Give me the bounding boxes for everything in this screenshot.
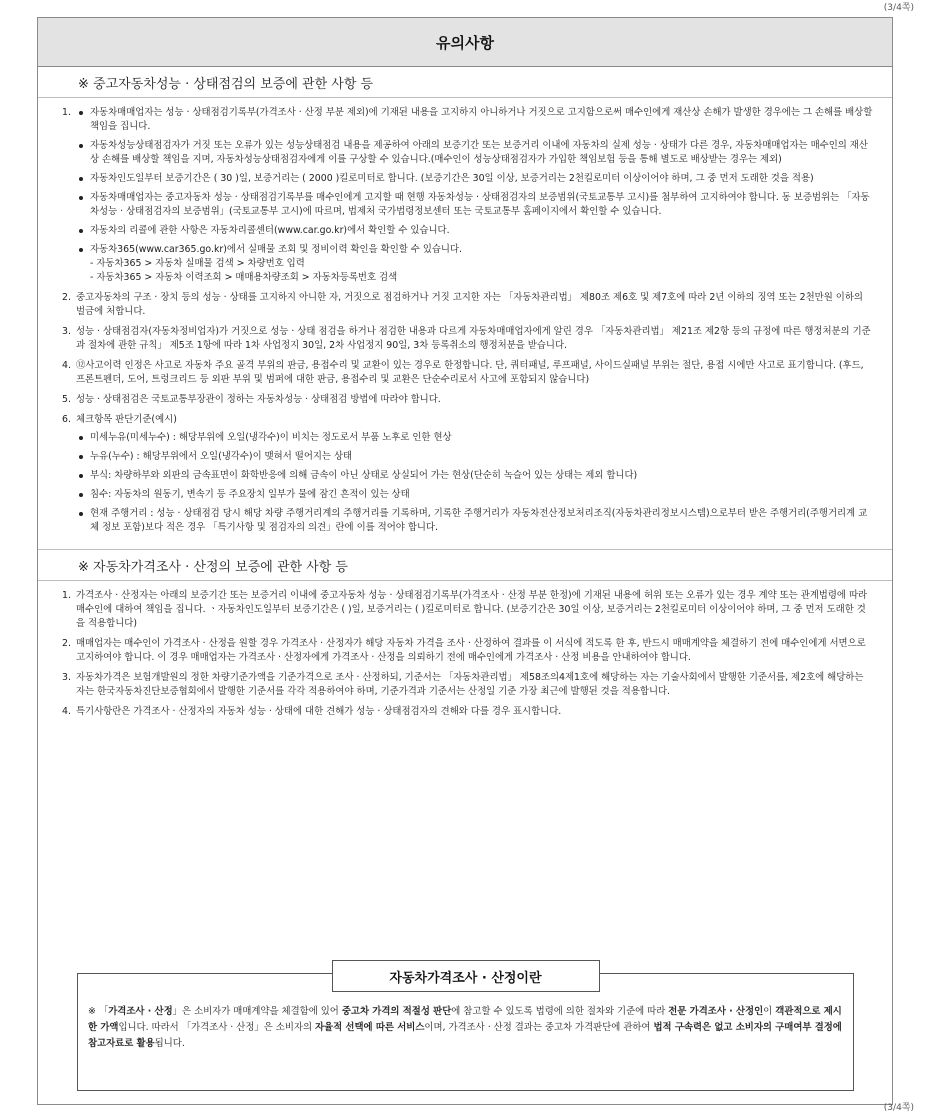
item-number: 5.: [62, 394, 71, 405]
definition-text: 에 참고할 수 있도록 법령에 의한 절차와 기준에 따라: [451, 1006, 669, 1017]
item-number: 1.: [62, 107, 71, 118]
definition-text: 입니다. 따라서 「가격조사 · 산정」은 소비자의: [118, 1022, 315, 1033]
item-number: 3.: [62, 672, 71, 683]
item-number: 3.: [62, 326, 71, 337]
section1-body: [38, 98, 892, 549]
bullet-item: 현재 주행거리 : 성능 · 상태점검 당시 해당 차량 주행거리계의 주행거리를 기록하며, 기록한 주행거리가 자동차전산정보처리조직(자동차관리정보시스템)으로부터 받은 주행거리(주행거리계 교체 정보 포함)보다 적은 경우 「특기사항 및 점검자의 의견」란에 이를 적어야 합니다.: [76, 507, 874, 535]
definition-text: 이: [763, 1006, 776, 1017]
section1-item-1: [62, 106, 874, 285]
definition-emphasis: 자율적 선택에 따른 서비스: [315, 1022, 425, 1033]
item-number: 4.: [62, 360, 71, 371]
bullet-item: 부식: 차량하부와 외판의 금속표면이 화학반응에 의해 금속이 아닌 상태로 상실되어 가는 현상(단순히 녹슬어 있는 상태는 제외 합니다): [76, 469, 874, 483]
definition-box-title: 자동차가격조사 · 산정이란: [332, 960, 600, 992]
item-number: 4.: [62, 706, 71, 717]
definition-emphasis: 가격조사 · 산정: [108, 1006, 173, 1017]
item-number: 2.: [62, 292, 71, 303]
definition-emphasis: 전문 가격조사 · 산정인: [668, 1006, 764, 1017]
definition-text: 」은 소비자가 매매계약을 체결함에 있어: [172, 1006, 342, 1017]
bullet-item: 자동차인도일부터 보증기간은 ( 30 )일, 보증거리는 ( 2000 )킬로미터로 합니다. (보증기간은 30일 이상, 보증거리는 2천킬로미터 이상이어야 하며, 그 중 먼저 도래한 것을 적용): [76, 172, 874, 186]
item-text: 중고자동차의 구조 · 장치 등의 성능 · 상태를 고지하지 아니한 자, 거짓으로 점검하거나 거짓 고지한 자는 「자동차관리법」 제80조 제6호 및 제7호에 따라 2년 이하의 징역 또는 2천만원 이하의 벌금에 처합니다.: [76, 292, 863, 317]
item-text: 특기사항란은 가격조사 · 산정자의 자동차 성능 · 상태에 대한 견해가 성능 · 상태점검자의 견해와 다를 경우 표시합니다.: [76, 706, 562, 717]
section2-item-2: [62, 637, 874, 665]
item-text: 성능 · 상태점검은 국토교통부장관이 정하는 자동차성능 · 상태점검 방법에 따라야 합니다.: [76, 394, 441, 405]
definition-emphasis: 중고차 가격의 적절성 판단: [341, 1006, 452, 1017]
definition-box: [77, 970, 854, 1091]
item-number: 6.: [62, 414, 71, 425]
section1-item-6: [62, 413, 874, 535]
item-text: 성능 · 상태점검자(자동차정비업자)가 거짓으로 성능 · 상태 점검을 하거나 점검한 내용과 다르게 자동차매매업자에게 알린 경우 「자동차관리법」 제21조 제2항 등의 규정에 따른 행정처분의 기준과 절차에 관한 규칙」 제5조 1항에 따라 1차 사업정지 30일, 2차 사업정지 90일, 3차 등록취소의 행정처분을 받습니다.: [76, 326, 871, 351]
sub-line: - 자동차365 > 자동차 이력조회 > 매매용차량조회 > 자동차등록번호 검색: [90, 272, 398, 283]
section1-item-6-bullets: [76, 431, 874, 535]
sub-line: - 자동차365 > 자동차 실매물 검색 > 차량번호 입력: [90, 258, 305, 269]
bullet-item: 미세누유(미세누수) : 해당부위에 오일(냉각수)이 비치는 정도로서 부품 노후로 인한 현상: [76, 431, 874, 445]
bullet-item: 자동차매매업자는 중고자동차 성능 · 상태점검기록부를 매수인에게 고지할 때 현행 자동차성능 · 상태점검자의 보증범위(국토교통부 고시)를 첨부하여 고지하여야 합니다. 동 보증범위는 「자동차성능 · 상태점검자의 보증범위」(국토교통부 고시)에 따르며, 법제처 국가법령정보센터 또는 국토교통부 홈페이지에서 확인할 수 있습니다.: [76, 191, 874, 219]
section1-heading: ※ 중고자동차성능 · 상태점검의 보증에 관한 사항 등: [38, 67, 892, 98]
bullet-text: 자동차365(www.car365.go.kr)에서 실매물 조회 및 정비이력 확인을 확인할 수 있습니다.: [90, 244, 463, 255]
page-number-bottom: (3/4쪽): [883, 1103, 914, 1113]
bullet-item: 자동차성능상태점검자가 거짓 또는 오류가 있는 성능상태점검 내용을 제공하여 아래의 보증기간 또는 보증거리 이내에 자동차의 실제 성능 · 상태가 다른 경우, 자동차매매업자는 매수인의 재산상 손해를 배상할 책임을 지며, 자동차성능상태점검자에게 이를 구상할 수 있습니다.(매수인이 성능상태점검자가 가입한 책임보험 등을 통해 별도로 배상받는 경우는 제외): [76, 139, 874, 167]
section2-item-3: [62, 671, 874, 699]
item-number: 1.: [62, 590, 71, 601]
item-number: 2.: [62, 638, 71, 649]
section2-item-1: [62, 589, 874, 631]
section1-item-5: [62, 393, 874, 407]
section2-heading: ※ 자동차가격조사 · 산정의 보증에 관한 사항 등: [38, 549, 892, 581]
definition-text: 이며, 가격조사 · 산정 결과는 중고차 가격판단에 관하여: [424, 1022, 654, 1033]
page-number-top: (3/4쪽): [883, 3, 914, 13]
notice-frame: [37, 17, 893, 1105]
bullet-item: 누유(누수) : 해당부위에서 오일(냉각수)이 맺혀서 떨어지는 상태: [76, 450, 874, 464]
item-text: 자동차가격은 보험개발원의 정한 차량기준가액을 기준가격으로 조사 · 산정하되, 기준서는 「자동차관리법」 제58조의4제1호에 해당하는 자는 기술사회에서 발행한 기준서를, 제2호에 해당하는 자는 한국자동차진단보증협회에서 발행한 기준서를 각각 적용하여야 하며, 기준가격과 기준서는 산정일 기준 가장 최근에 발행된 것을 적용합니다.: [76, 672, 864, 697]
section2-body: [38, 581, 892, 731]
bullet-item: 자동차의 리콜에 관한 사항은 자동차리콜센터(www.car.go.kr)에서 확인할 수 있습니다.: [76, 224, 874, 238]
definition-text: ※ 「: [88, 1006, 109, 1017]
definition-box-text: [88, 1004, 843, 1052]
section1-item-4: [62, 359, 874, 387]
item-text: 체크항목 판단기준(예시): [76, 414, 177, 425]
bullet-item: 자동차매매업자는 성능 · 상태점검기록부(가격조사 · 산정 부분 제외)에 기재된 내용을 고지하지 아니하거나 거짓으로 고지함으로써 매수인에게 재산상 손해가 발생한 경우에는 그 손해를 배상할 책임을 집니다.: [76, 106, 874, 134]
item-text: ⑫사고이력 인정은 사고로 자동차 주요 골격 부위의 판금, 용접수리 및 교환이 있는 경우로 한정합니다. 단, 쿼터패널, 루프패널, 사이드실패널 부위는 절단, 용접 시에만 사고로 표기합니다. (후드, 프론트펜더, 도어, 트렁크리드 등 외판 부위 및 범퍼에 대한 판금, 용접수리 및 교환은 단순수리로서 사고에 포함되지 않습니다): [76, 360, 864, 385]
page-title: 유의사항: [38, 18, 892, 67]
bullet-item: 침수: 자동차의 원동기, 변속기 등 주요장치 일부가 물에 잠긴 흔적이 있는 상태: [76, 488, 874, 502]
section1-item-1-bullets: [76, 106, 874, 285]
section2-item-4: [62, 705, 874, 719]
definition-emphasis: 법적 구속력은 없고 소비자의 구매여부 결정에 참고자료로 활용: [88, 1022, 842, 1049]
section1-item-3: [62, 325, 874, 353]
item-text: 가격조사 · 산정자는 아래의 보증기간 또는 보증거리 이내에 중고자동차 성능 · 상태점검기록부(가격조사 · 산정 부분 한정)에 기재된 내용에 허위 또는 오류가 있는 경우 계약 또는 관계법령에 따라 매수인에 대하여 책임을 집니다. ㆍ자동차인도일부터 보증기간은 ( )일, 보증거리는 ( )킬로미터로 합니다. (보증기간은 30일 이상, 보증거리는 2천킬로미터 이상이어야 하며, 그 중 먼저 도래한 것을 적용합니다): [76, 590, 868, 629]
definition-emphasis: 객관적으로 제시한 가액: [88, 1006, 842, 1033]
section1-item-2: [62, 291, 874, 319]
bullet-item: [76, 243, 874, 285]
item-text: 매매업자는 매수인이 가격조사 · 산정을 원할 경우 가격조사 · 산정자가 해당 자동차 가격을 조사 · 산정하여 결과를 이 서식에 적도록 한 후, 반드시 매매계약을 체결하기 전에 매수인에게 서면으로 고지하여야 합니다. 이 경우 매매업자는 가격조사 · 산정자에게 가격조사 · 산정을 의뢰하기 전에 매수인에게 가격조사 · 산정 비용을 안내하여야 합니다.: [76, 638, 866, 663]
definition-text: 됩니다.: [154, 1038, 185, 1049]
